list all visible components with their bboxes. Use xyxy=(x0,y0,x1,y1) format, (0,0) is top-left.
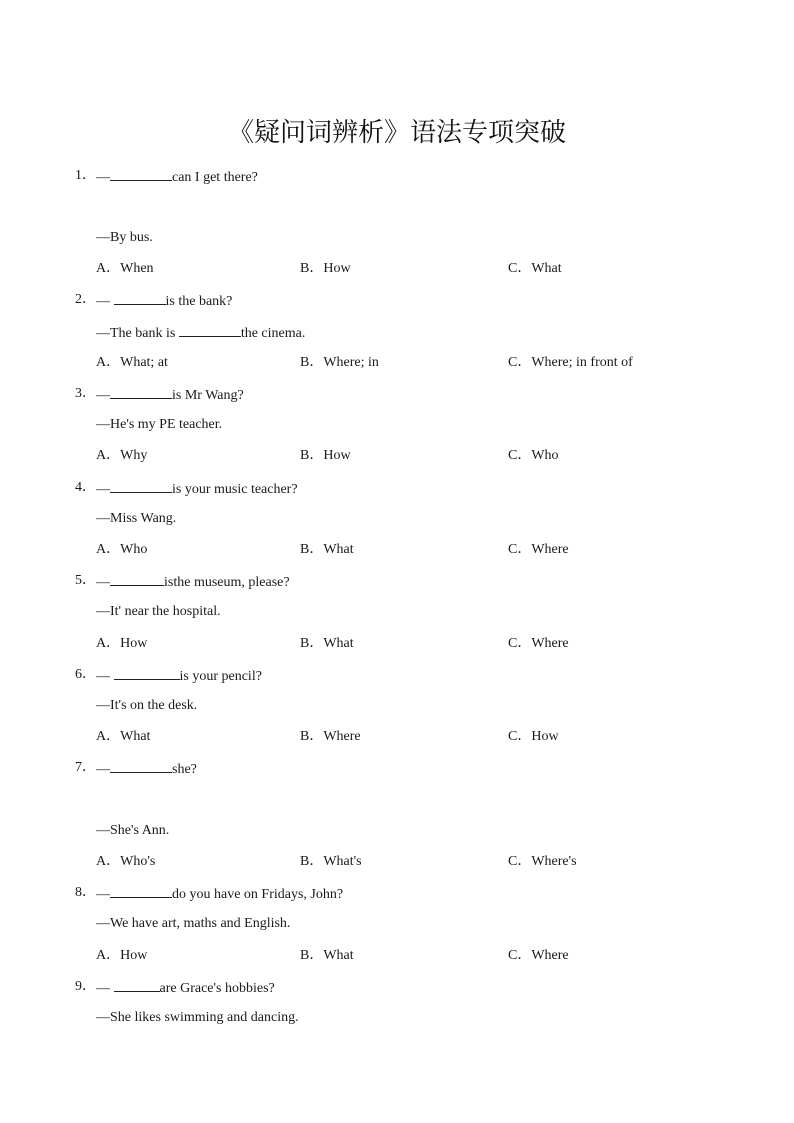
answer-blank xyxy=(114,978,160,992)
question-answer: —Miss Wang. xyxy=(96,511,177,526)
option-c[interactable]: C．Where xyxy=(508,636,569,651)
question-answer: —The bank is the cinema. xyxy=(96,323,305,343)
answer-blank xyxy=(110,167,172,181)
question-number: 2． xyxy=(75,292,96,307)
option-a[interactable]: A．How xyxy=(96,948,148,963)
option-b[interactable]: B．What xyxy=(300,948,354,963)
option-a[interactable]: A．When xyxy=(96,261,154,276)
option-c[interactable]: C．Where xyxy=(508,542,569,557)
answer-blank xyxy=(110,479,172,493)
option-c[interactable]: C．How xyxy=(508,729,559,744)
question-answer: —It's on the desk. xyxy=(96,698,198,713)
question-number: 3． xyxy=(75,386,96,401)
question-answer: —She's Ann. xyxy=(96,823,170,838)
question-number: 8． xyxy=(75,885,96,900)
question-stem: — is your pencil? xyxy=(96,666,262,686)
option-b[interactable]: B．What xyxy=(300,542,354,557)
option-c[interactable]: C．Where's xyxy=(508,854,577,869)
question-number: 4． xyxy=(75,480,96,495)
question-stem: — are Grace's hobbies? xyxy=(96,978,275,998)
option-b[interactable]: B．How xyxy=(300,261,351,276)
option-b[interactable]: B．What xyxy=(300,636,354,651)
question-answer: —He's my PE teacher. xyxy=(96,417,223,432)
question-answer: —She likes swimming and dancing. xyxy=(96,1010,299,1025)
question-number: 6． xyxy=(75,667,96,682)
option-a[interactable]: A．Why xyxy=(96,448,148,463)
question-stem: — can I get there? xyxy=(96,167,258,187)
question-stem: — is your music teacher? xyxy=(96,479,298,499)
question-stem: — she? xyxy=(96,759,197,779)
option-b[interactable]: B．Where xyxy=(300,729,361,744)
question-answer: —We have art, maths and English. xyxy=(96,916,291,931)
question-number: 5． xyxy=(75,573,96,588)
answer-blank xyxy=(110,385,172,399)
option-b[interactable]: B．Where; in xyxy=(300,355,379,370)
question-stem: — do you have on Fridays, John? xyxy=(96,884,343,904)
option-c[interactable]: C．Where xyxy=(508,948,569,963)
question-stem: — is the bank? xyxy=(96,291,232,311)
question-answer: —It' near the hospital. xyxy=(96,604,221,619)
answer-blank xyxy=(110,759,172,773)
option-a[interactable]: A．What; at xyxy=(96,355,168,370)
option-b[interactable]: B．What's xyxy=(300,854,362,869)
page-title: 《疑问词辨析》语法专项突破 xyxy=(227,118,566,148)
option-a[interactable]: A．Who xyxy=(96,542,148,557)
option-a[interactable]: A．What xyxy=(96,729,151,744)
answer-blank xyxy=(114,666,180,680)
question-stem: — is Mr Wang? xyxy=(96,385,244,405)
option-c[interactable]: C．Where; in front of xyxy=(508,355,633,370)
question-stem: — isthe museum, please? xyxy=(96,572,290,592)
question-answer: —By bus. xyxy=(96,230,153,245)
answer-blank xyxy=(110,884,172,898)
question-number: 1． xyxy=(75,168,96,183)
question-number: 9． xyxy=(75,979,96,994)
option-b[interactable]: B．How xyxy=(300,448,351,463)
answer-blank xyxy=(114,291,166,305)
option-c[interactable]: C．Who xyxy=(508,448,559,463)
answer-blank xyxy=(179,323,241,337)
option-c[interactable]: C．What xyxy=(508,261,562,276)
option-a[interactable]: A．Who's xyxy=(96,854,156,869)
option-a[interactable]: A．How xyxy=(96,636,148,651)
answer-blank xyxy=(110,572,164,586)
question-number: 7． xyxy=(75,760,96,775)
